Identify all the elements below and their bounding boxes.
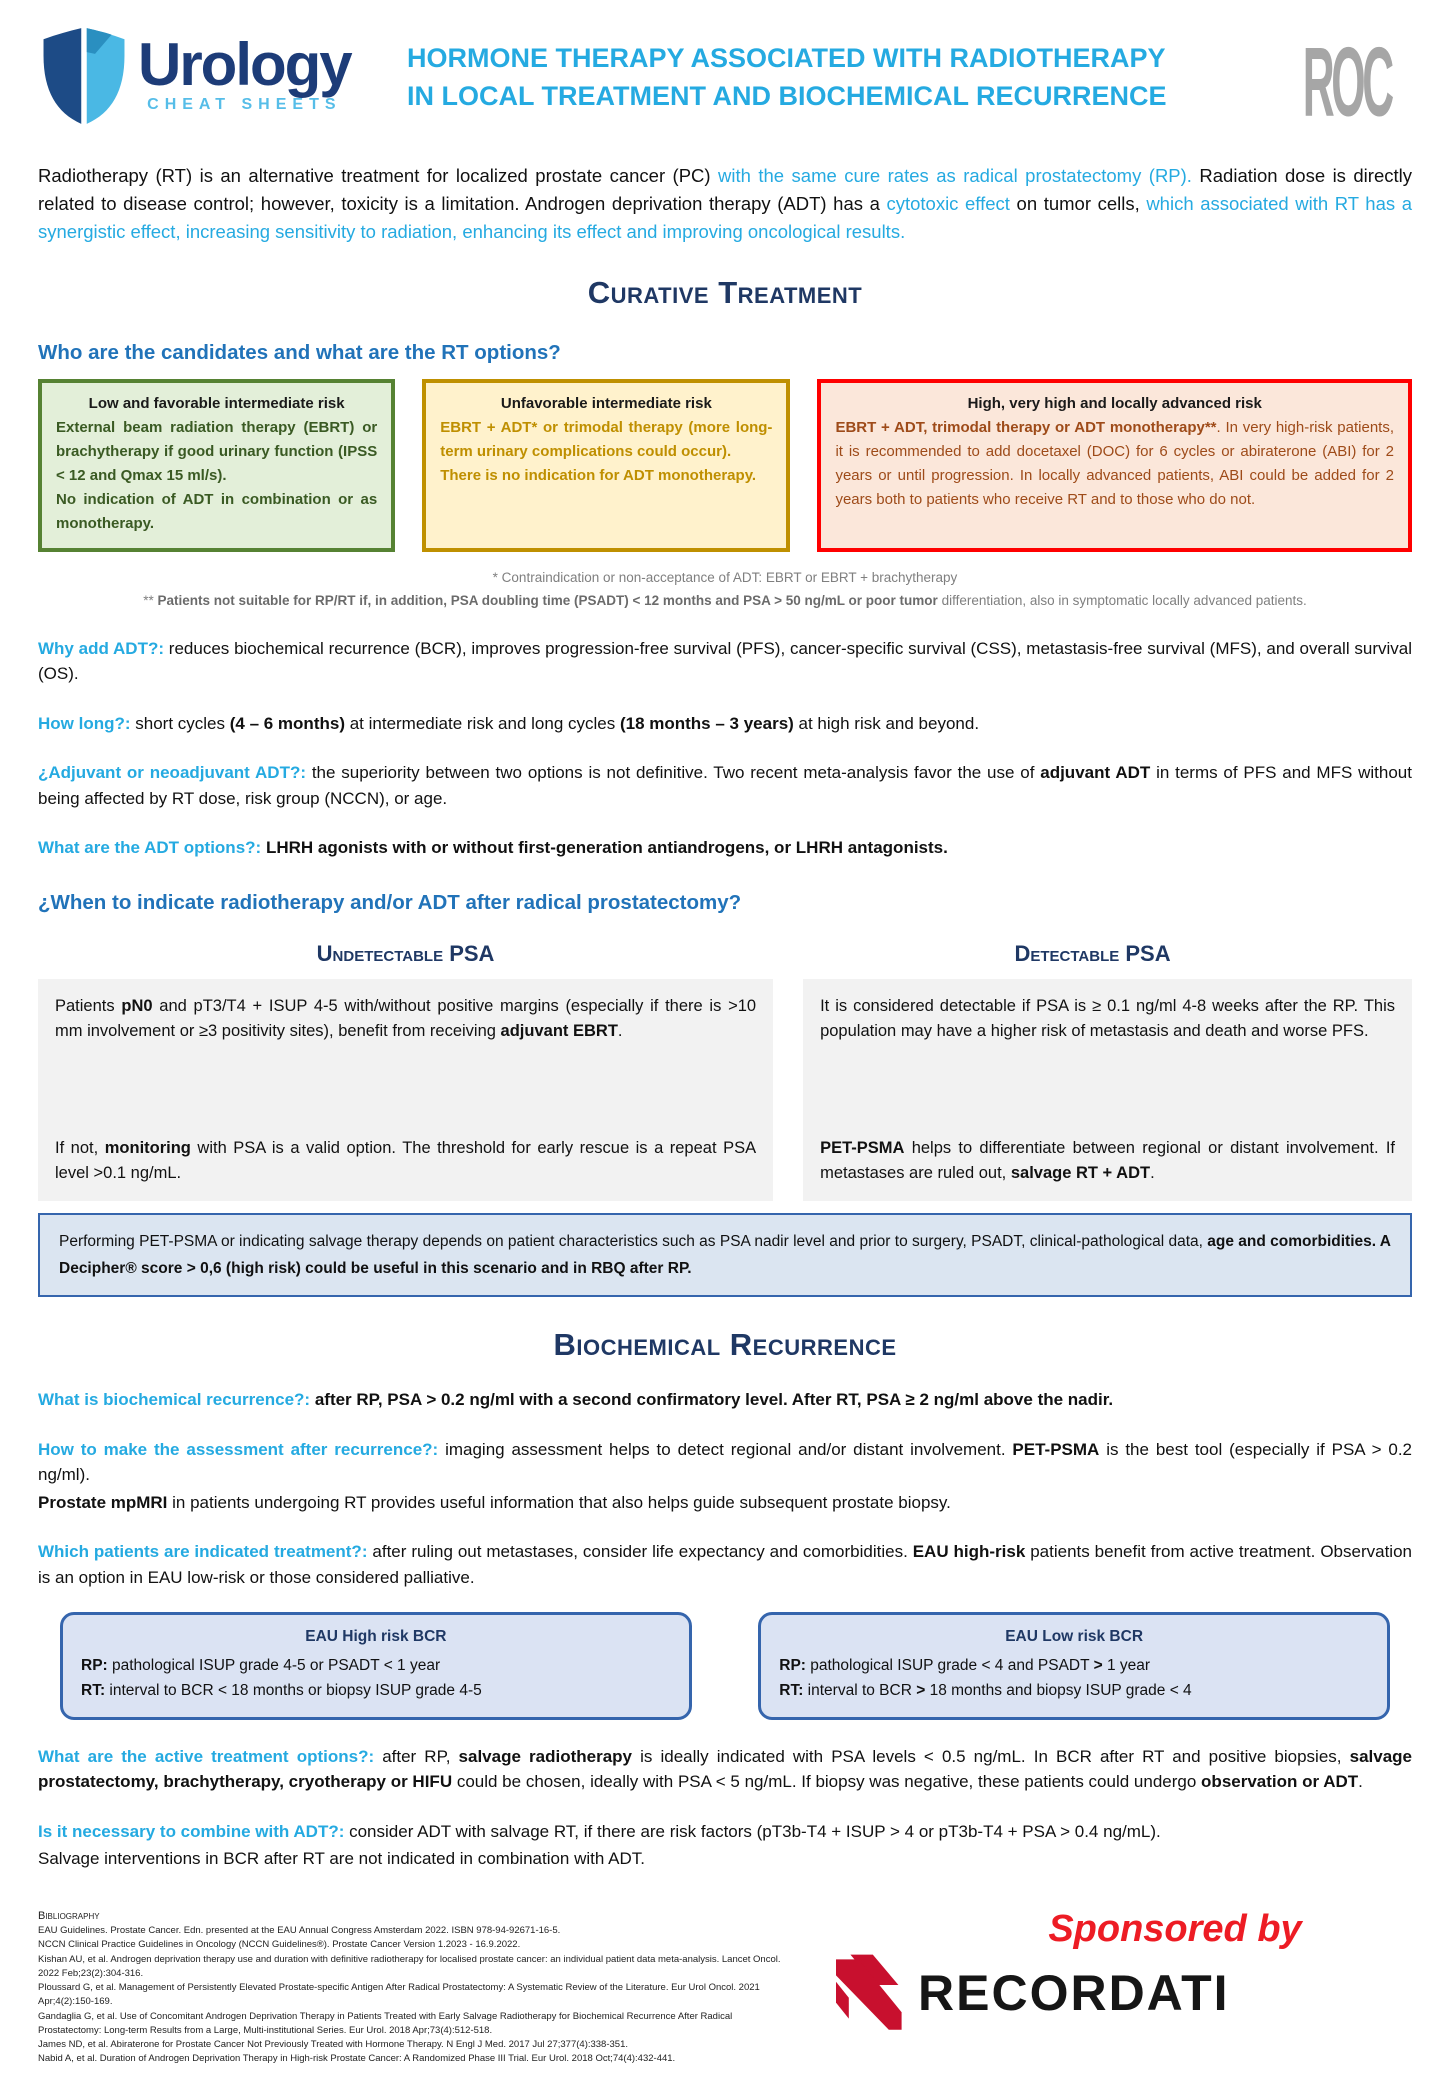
intro-paragraph: Radiotherapy (RT) is an alternative treatment for localized prostate cancer (PC) with the same cure rates as radical prostatectomy (RP). Radiation dose is directly related to disease control; however, toxicity is a limitation. Androgen deprivation therapy (ADT) has a cytotoxic effect on tumor cells, which associated with RT has a synergistic effect, increasing sensitivity to radiation, enhancing its effect and improving oncological results. — [38, 165, 1412, 242]
curative-treatment-heading: Curative Treatment — [587, 275, 863, 311]
detectable-psa-box — [803, 979, 1412, 1201]
recordati-logo — [828, 1953, 1412, 2033]
high-risk-box-title: High, very high and locally advanced risk — [967, 395, 1262, 413]
undetectable-psa-paragraph: If not, monitoring with PSA is a valid option. The threshold for early rescue is a repeat PSA level >0.1 ng/mL. — [55, 1139, 757, 1183]
eau-high-risk-box — [60, 1612, 692, 1720]
eau-low-risk-title: EAU Low risk BCR — [1005, 1628, 1144, 1646]
qa-assessment-continued: Prostate mpMRI in patients undergoing RT provides useful information that also helps guide subsequent prostate biopsy. — [38, 1492, 951, 1512]
bibliography-reference: Gandaglia G, et al. Use of Concomitant Androgen Deprivation Therapy in Patients Treated with Early Salvage Radiotherapy for Biochemical Recurrence After Radical Prostatectomy: Long-term Results from a Large, Multi-institutional Series. Eur Urol. 2018 Apr;73(4):512-518. — [38, 2010, 733, 2036]
question-label: Is it necessary to combine with ADT?: — [38, 1821, 345, 1841]
bibliography-reference: Nabid A, et al. Duration of Androgen Deprivation Therapy in High-risk Prostate Cancer: A Randomized Phase III Trial. Eur Urol. 2018 Oct;74(4):432-441. — [38, 2053, 676, 2065]
page-title — [383, 20, 1282, 116]
when-to-indicate-heading: ¿When to indicate radiotherapy and/or ADT after radical prostatectomy? — [38, 890, 742, 914]
question-label: How long?: — [38, 713, 131, 733]
question-label: How to make the assessment after recurrence?: — [38, 1439, 439, 1459]
candidates-question-heading: Who are the candidates and what are the RT options? — [38, 341, 561, 365]
brand-subtitle: CHEAT SHEETS — [147, 96, 342, 113]
answer-text: consider ADT with salvage RT, if there are risk factors (pT3b-T4 + ISUP > 4 or pT3b-T4 + PSA > 0.4 ng/mL). — [344, 1821, 1161, 1841]
answer-text: the superiority between two options is not definitive. Two recent meta-analysis favor the use of adjuvant ADT in terms of PFS and MFS without being affected by RT dose, risk group (NCCN), or age. — [38, 763, 1412, 808]
qa-combine-adt — [38, 1819, 1412, 1845]
eau-low-risk-rt-line: RT: interval to BCR > 18 months and biopsy ISUP grade < 4 — [779, 1682, 1192, 1700]
intermediate-risk-box-text: There is no indication for ADT monotherapy. — [440, 467, 757, 485]
undetectable-psa-paragraph: Patients pN0 and pT3/T4 + ISUP 4-5 with/without positive margins (especially if there is >10 mm involvement or ≥3 positivity sites), benefit from receiving adjuvant EBRT. — [55, 996, 757, 1040]
undetectable-psa-box — [38, 979, 773, 1201]
low-risk-box-text: No indication of ADT in combination or as monotherapy. — [56, 491, 378, 533]
roc-logo-text: ROC — [1302, 27, 1392, 139]
question-label: Why add ADT?: — [38, 638, 165, 658]
sponsored-by-label: Sponsored by — [1048, 1907, 1302, 1950]
detectable-psa-paragraph: PET-PSMA helps to differentiate between regional or distant involvement. If metastases are ruled out, salvage RT + ADT. — [820, 1139, 1395, 1183]
high-risk-box-text: EBRT + ADT, trimodal therapy or ADT monotherapy**. In very high-risk patients, it is recommended to add docetaxel (DOC) for 6 cycles or abiraterone (ABI) for 2 years or until progression. In locally advanced patients, ABI could be added for 2 years both to patients who receive RT and to those who do not. — [835, 419, 1394, 509]
qa-how-long — [38, 711, 1412, 737]
recordati-wordmark: RECORDATI — [918, 1964, 1230, 2021]
question-label: What is biochemical recurrence?: — [38, 1390, 311, 1410]
answer-text: short cycles (4 – 6 months) at intermediate risk and long cycles (18 months – 3 years) at high risk and beyond. — [130, 713, 980, 733]
qa-active-treatment — [38, 1744, 1412, 1795]
bibliography-reference: Kishan AU, et al. Androgen deprivation therapy use and duration with definitive radiotherapy for localised prostate cancer: an individual patient data meta-analysis. Lancet Oncol. 2022 Feb;23(2):304-316. — [38, 1953, 781, 1979]
bibliography — [38, 1908, 792, 2067]
question-label: What are the active treatment options?: — [38, 1746, 375, 1766]
footnote-asterisk: * Contraindication or non-acceptance of ADT: EBRT or EBRT + brachytherapy — [492, 570, 958, 586]
answer-text: after RP, salvage radiotherapy is ideally indicated with PSA levels < 0.5 ng/mL. In BCR after RT and positive biopsies, salvage prostatectomy, brachytherapy, cryotherapy or HIFU could be chosen, ideally with PSA < 5 ng/mL. If biopsy was negative, these patients could undergo observation or ADT. — [38, 1746, 1412, 1792]
page-title-line2: IN LOCAL TREATMENT AND BIOCHEMICAL RECURRENCE — [407, 80, 1167, 111]
undetectable-psa-heading: Undetectable PSA — [316, 940, 495, 966]
intermediate-risk-box-text: EBRT + ADT* or trimodal therapy (more long-term urinary complications could occur). — [440, 419, 773, 461]
eau-low-risk-rp-line: RP: pathological ISUP grade < 4 and PSADT > 1 year — [779, 1656, 1151, 1674]
answer-text: reduces biochemical recurrence (BCR), improves progression-free survival (PFS), cancer-specific survival (CSS), metastasis-free survival (MFS), and overall survival (OS). — [38, 638, 1413, 684]
intermediate-risk-box-title: Unfavorable intermediate risk — [500, 395, 712, 413]
bibliography-heading: Bibliography — [38, 1909, 100, 1922]
eau-high-risk-rp-line: RP: pathological ISUP grade 4-5 or PSADT < 1 year — [81, 1656, 441, 1674]
qa-which-patients — [38, 1539, 1412, 1590]
detectable-psa-heading: Detectable PSA — [1014, 940, 1171, 966]
brand-name: Urology — [138, 31, 351, 98]
eau-high-risk-title: EAU High risk BCR — [305, 1628, 447, 1646]
low-risk-box-text: External beam radiation therapy (EBRT) or brachytherapy if good urinary function (IPSS < 12 and Qmax 15 ml/s). — [56, 419, 378, 485]
qa-assessment — [38, 1437, 1412, 1488]
qa-adjuvant-neoadjuvant — [38, 760, 1412, 811]
bibliography-reference: NCCN Clinical Practice Guidelines in Oncology (NCCN Guidelines®). Prostate Cancer Version 1.2023 - 16.9.2022. — [38, 1939, 521, 1951]
psa-column-headings — [38, 941, 1412, 967]
answer-text: imaging assessment helps to detect regional and/or distant involvement. PET-PSMA is the best tool (especially if PSA > 0.2 ng/ml). — [38, 1439, 1412, 1485]
footnote-double-asterisk: ** Patients not suitable for RP/RT if, in addition, PSA doubling time (PSADT) < 12 months and PSA > 50 ng/mL or poor tumor differentiation, also in symptomatic locally advanced patients. — [143, 592, 1307, 608]
footnotes — [38, 567, 1412, 612]
answer-text: after RP, PSA > 0.2 ng/ml with a second confirmatory level. After RT, PSA ≥ 2 ng/ml above the nadir. — [314, 1390, 1114, 1410]
header — [38, 20, 1412, 139]
eau-risk-boxes-row — [38, 1612, 1412, 1720]
pet-psma-note-text: Performing PET-PSMA or indicating salvage therapy depends on patient characteristics such as PSA nadir level and prior to surgery, PSADT, clinical-pathological data, age and comorbidities. A Decipher® score > 0,6 (high risk) could be useful in this scenario and in RBQ after RP. — [59, 1232, 1391, 1277]
answer-text: after ruling out metastases, consider life expectancy and comorbidities. EAU high-risk patients benefit from active treatment. Observation is an option in EAU low-risk or those considered palliative. — [38, 1542, 1412, 1587]
brand-text — [138, 31, 351, 114]
question-label: Which patients are indicated treatment?: — [38, 1542, 368, 1562]
eau-high-risk-rt-line: RT: interval to BCR < 18 months or biopsy ISUP grade 4-5 — [81, 1682, 482, 1700]
unfavorable-intermediate-risk-box — [422, 379, 790, 552]
risk-boxes-row — [38, 379, 1412, 552]
urology-cheat-sheets-logo — [38, 20, 383, 132]
qa-adt-options — [38, 835, 1412, 861]
eau-low-risk-box — [758, 1612, 1390, 1720]
bibliography-reference: Ploussard G, et al. Management of Persistently Elevated Prostate-specific Antigen After Radical Prostatectomy: A Systematic Review of the Literature. Eur Urol Oncol. 2021 Apr;4(2):150-169. — [38, 1982, 760, 2008]
footer — [38, 1908, 1412, 2067]
qa-what-is-bcr — [38, 1387, 1412, 1413]
low-favorable-risk-box — [38, 379, 395, 552]
biochemical-recurrence-heading: Biochemical Recurrence — [553, 1327, 897, 1363]
shield-logo-icon — [38, 20, 130, 132]
detectable-psa-paragraph: It is considered detectable if PSA is ≥ 0.1 ng/ml 4-8 weeks after the RP. This population may have a higher risk of metastasis and death and worse PFS. — [820, 996, 1395, 1040]
qa-why-add-adt — [38, 636, 1412, 687]
low-risk-box-title: Low and favorable intermediate risk — [88, 395, 345, 413]
qa-combine-adt-continued: Salvage interventions in BCR after RT are not indicated in combination with ADT. — [38, 1849, 645, 1869]
roc-logo — [1282, 20, 1412, 139]
sponsor-block — [792, 1908, 1412, 2033]
psa-columns — [38, 979, 1412, 1201]
question-label: What are the ADT options?: — [38, 838, 262, 858]
bibliography-reference: James ND, et al. Abiraterone for Prostate Cancer Not Previously Treated with Hormone Therapy. N Engl J Med. 2017 Jul 27;377(4):338-351. — [38, 2039, 628, 2051]
answer-text: LHRH agonists with or without first-generation antiandrogens, or LHRH antagonists. — [265, 838, 948, 858]
page-title-line1: HORMONE THERAPY ASSOCIATED WITH RADIOTHERAPY — [407, 43, 1166, 73]
pet-psma-note-box — [38, 1213, 1412, 1297]
recordati-logo-icon — [828, 1953, 908, 2033]
bibliography-reference: EAU Guidelines. Prostate Cancer. Edn. presented at the EAU Annual Congress Amsterdam 2022. ISBN 978-94-92671-16-5. — [38, 1925, 561, 1937]
high-risk-box — [817, 379, 1412, 552]
question-label: ¿Adjuvant or neoadjuvant ADT?: — [38, 763, 307, 783]
